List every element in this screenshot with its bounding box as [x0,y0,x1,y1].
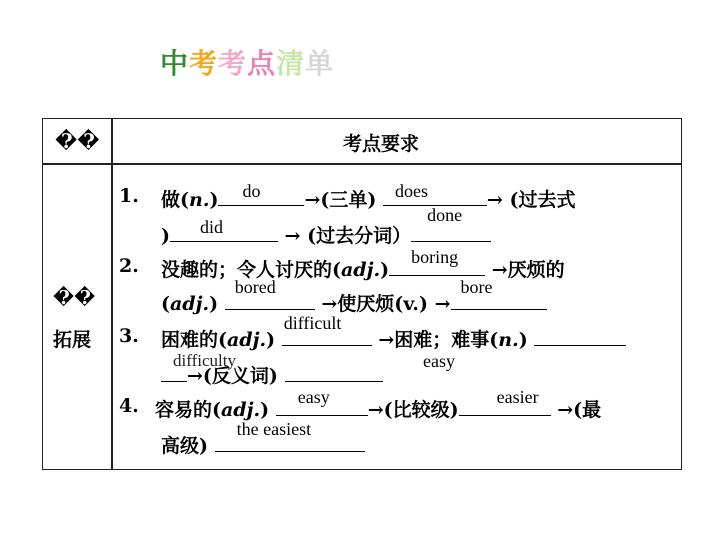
item-1-text-c: →(三单) [304,189,377,211]
item-1-answer-4: done [427,205,463,225]
item-2-blank-3 [451,277,547,310]
item-3-number: 3. [119,325,139,347]
header-divider [43,163,681,165]
side-label-bottom: 拓展 [53,329,92,351]
item-4-answer-1: easy [297,387,330,407]
item-2-answer-2: bored [234,277,276,297]
item-4-blank-1 [276,387,368,416]
item-3-text-d: ) [518,329,528,351]
item-1-text-e: ) [161,225,170,247]
item-3-line-2 [161,351,455,388]
item-1-answer-1: do [242,181,261,201]
vocab-table [42,118,682,470]
item-3-pos: adj. [227,329,267,351]
item-4-line-1 [155,387,602,422]
item-1-text-b: ) [209,189,219,211]
item-1-blank-1 [218,181,304,206]
item-2-number: 2. [119,255,139,277]
item-2-text-d: ( [161,293,170,315]
side-label-top: �� [53,287,96,309]
item-4-text-d: →(最 [557,399,602,421]
item-2-answer-3: bore [460,277,493,297]
item-1-text-f: → (过去分词） [284,225,412,247]
item-2-line-1 [161,247,565,282]
item-1-line-2 [161,205,491,248]
item-3-blank-2 [534,325,626,346]
item-2-blank-1 [389,247,485,276]
item-3-text-e: →(反义词) [187,365,278,387]
item-4-answer-2: easier [496,387,539,407]
item-4-text-b: ) [260,399,270,421]
item-4-blank-3 [215,419,365,452]
item-4-line-2 [161,419,365,458]
item-3-answer-3: easy [423,351,455,371]
item-3-blank-2-cont [161,361,187,382]
item-3-blank-1 [282,313,372,346]
item-1-line-1 [161,181,576,212]
item-3-text-b: ) [266,329,276,351]
item-2-text-b: ) [380,259,390,281]
item-1-number: 1. [119,185,139,207]
title-char-1: 中 [160,47,190,80]
item-4-pos: adj. [221,399,261,421]
item-2-text-e: ) [209,293,219,315]
item-2-pos-2: adj. [170,293,210,315]
item-1-blank-3 [170,217,278,242]
item-1-answer-3: did [200,217,224,237]
item-3-answer-1: difficult [283,313,342,333]
page-title [160,42,334,82]
title-char-5: 清 [276,47,306,80]
table-header-right: 考点要求 [343,133,420,155]
item-2-text-a: 没趣的；令人讨厌的( [161,259,341,281]
item-4-text-a: 容易的( [155,399,221,421]
item-3-line-1 [161,313,626,352]
title-char-3: 考 [218,47,248,80]
item-2-pos: adj. [341,259,381,281]
item-1-text-a: 做( [161,189,189,211]
column-divider [111,119,113,469]
item-2-blank-2 [225,277,315,310]
title-char-6: 单 [305,47,335,80]
item-2-line-2 [161,277,547,316]
item-1-blank-2 [383,181,487,206]
item-1-blank-4 [411,205,491,242]
item-4-blank-2 [459,387,551,416]
item-4-text-e: 高级) [161,435,208,457]
item-2-answer-1: boring [411,247,459,267]
item-4-answer-3: the easiest [236,419,312,439]
item-1-text-d: → (过去式 [486,189,576,211]
item-1-answer-2: does [394,181,428,201]
table-header-left: �� [55,129,100,153]
item-2-text-f: →使厌烦(v.) → [321,293,451,315]
item-3-text-c: →困难；难事( [378,329,499,351]
item-1-pos: n. [189,189,210,211]
item-2-text-c: →厌烦的 [491,259,565,281]
item-3-pos-2: n. [498,329,519,351]
item-3-answer-2: difficulty [173,351,236,370]
item-3-text-a: 困难的( [161,329,227,351]
item-4-text-c: →(比较级) [367,399,459,421]
item-4-number: 4. [119,395,139,417]
title-char-2: 考 [189,47,219,80]
item-3-blank-3 [285,361,383,382]
title-char-4: 点 [247,47,277,80]
